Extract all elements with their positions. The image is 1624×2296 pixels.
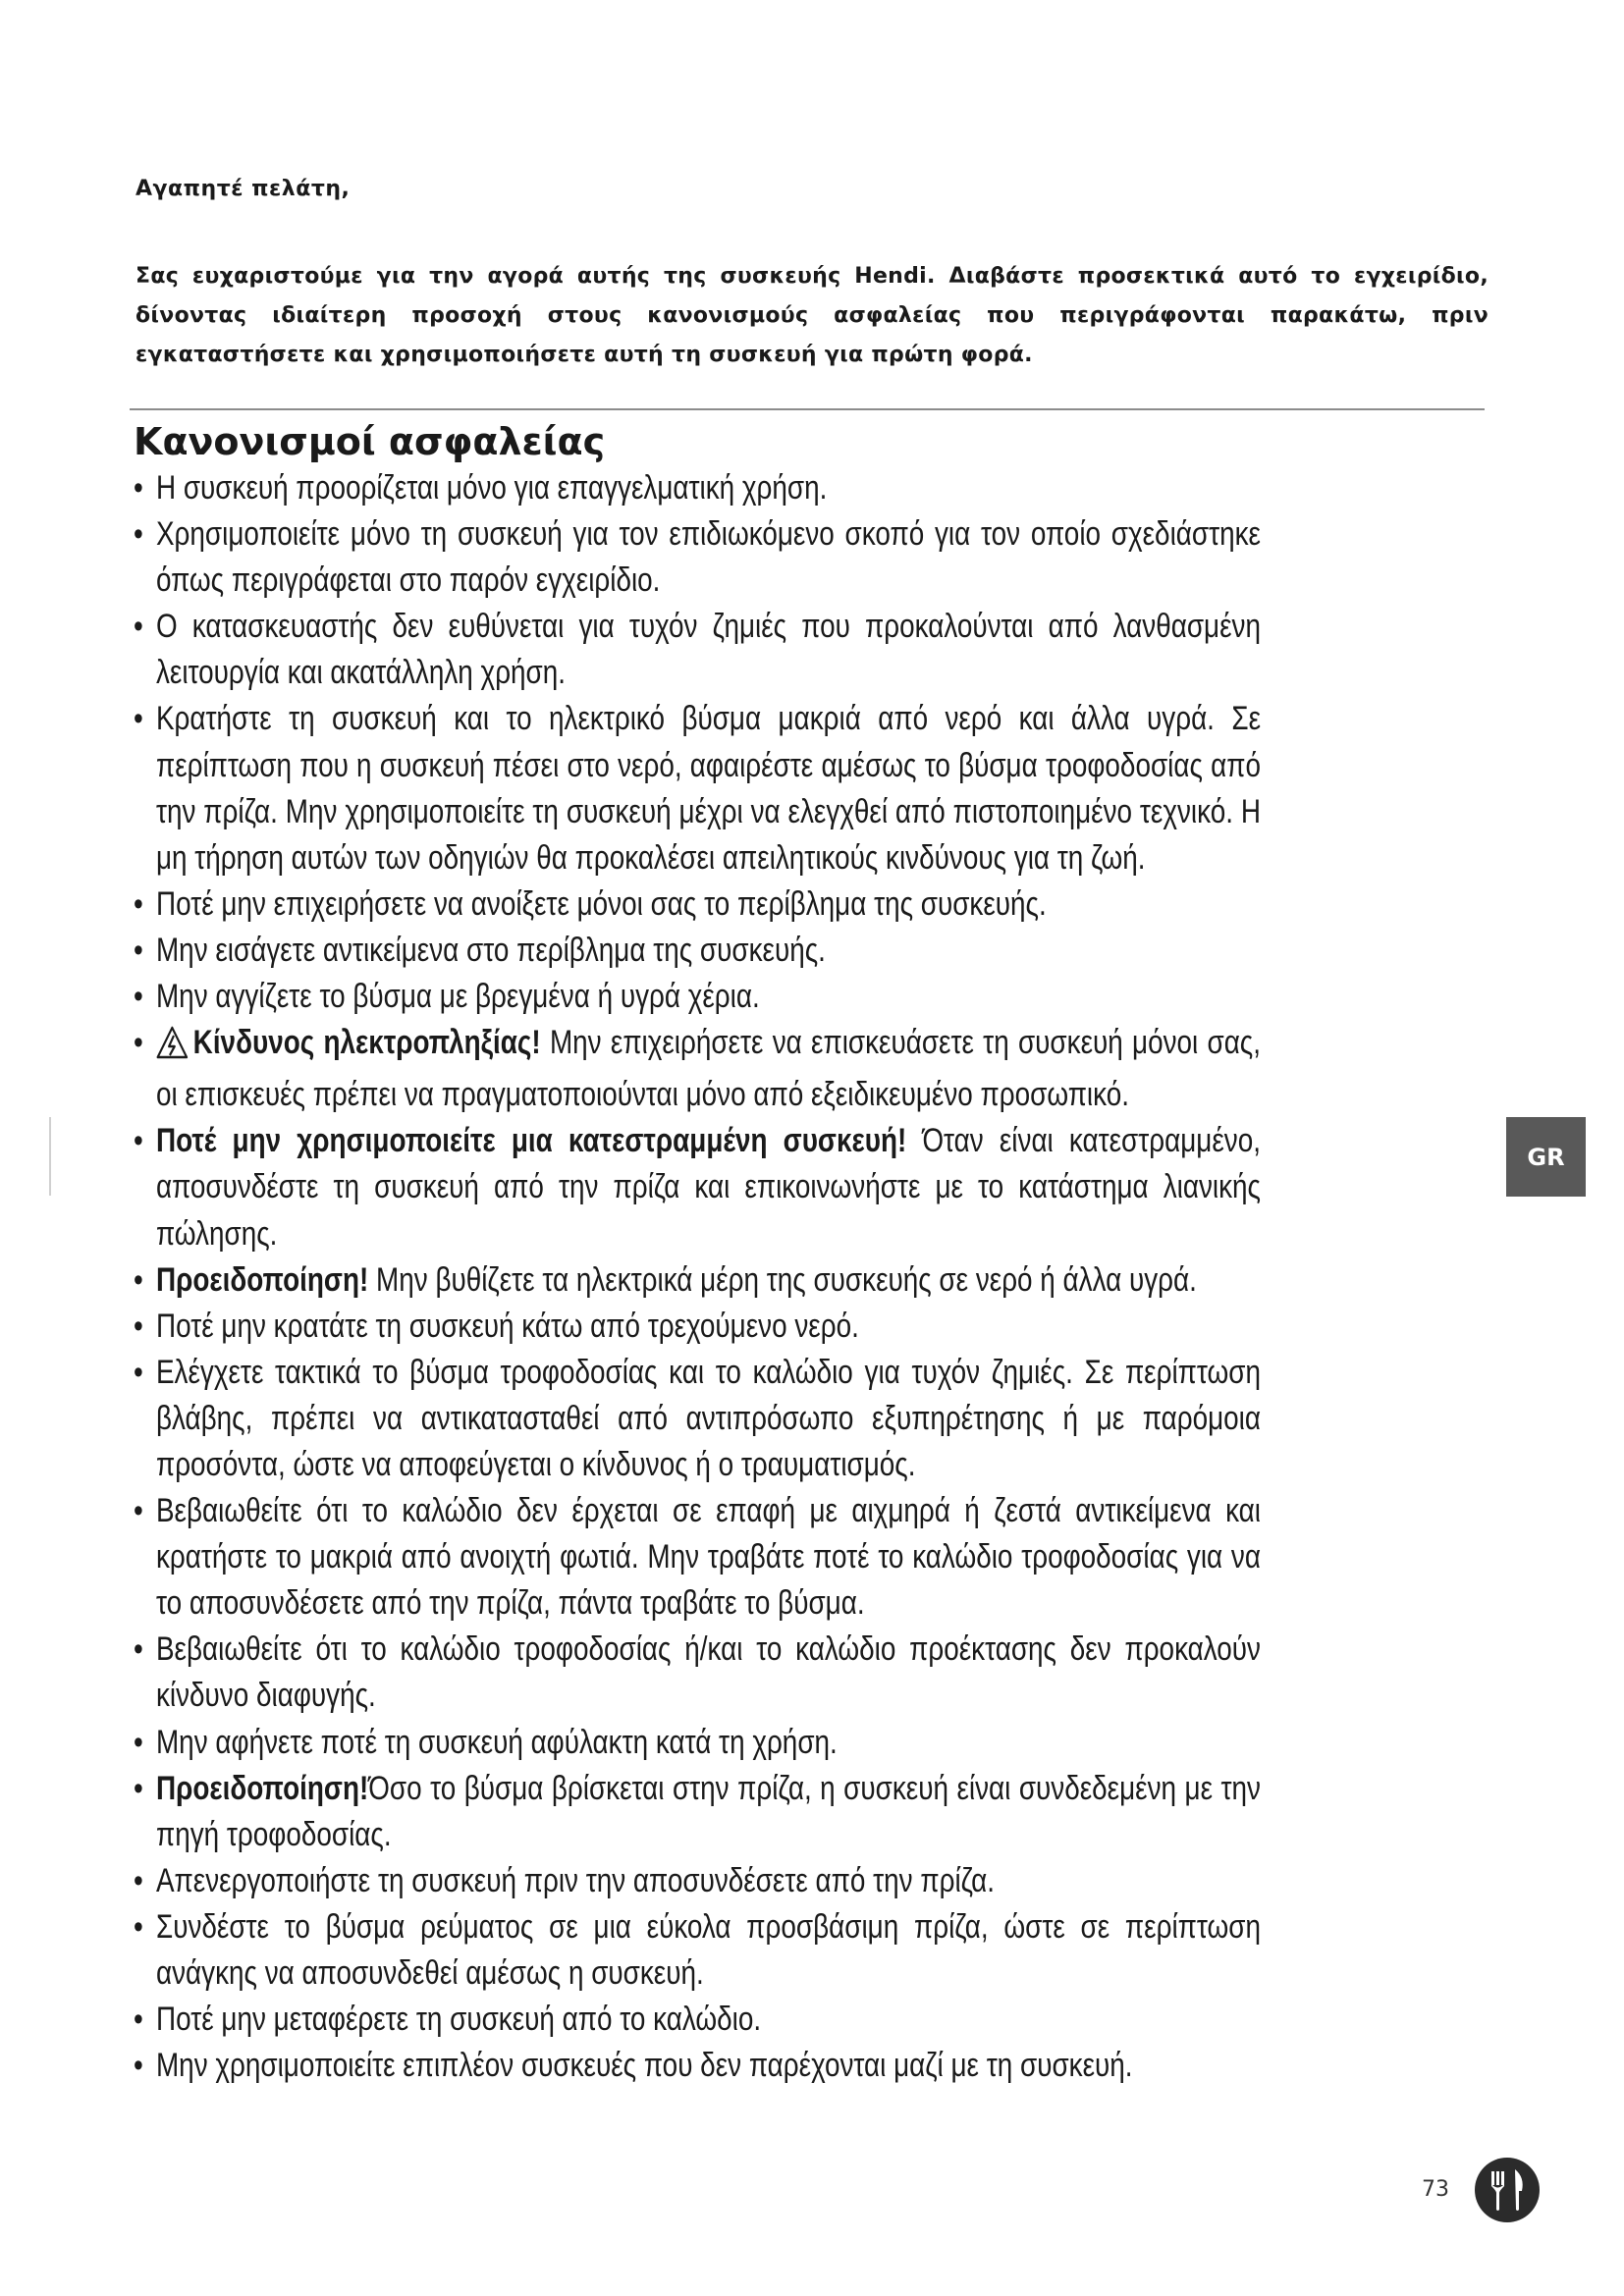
rule-item: • Ποτέ μην κρατάτε τη συσκευή κάτω από τρεχούμενο νερό. [134, 1304, 1261, 1350]
section-heading: Κανονισμοί ασφαλείας [134, 420, 606, 463]
rule-item: • Μην αγγίζετε το βύσμα με βρεγμένα ή υγρά χέρια. [134, 974, 1261, 1020]
rule-item: • Προειδοποίηση!Όσο το βύσμα βρίσκεται στην πρίζα, η συσκευή είναι συνδεδεμένη με την πηγή τροφοδοσίας. [134, 1766, 1261, 1858]
page-number: 73 [1422, 2177, 1449, 2202]
rule-item: • Ο κατασκευαστής δεν ευθύνεται για τυχόν ζημιές που προκαλούνται από λανθασμένη λειτουργία και ακατάλληλη χρήση. [134, 604, 1261, 696]
rule-item: • Η συσκευή προορίζεται μόνο για επαγγελματική χρήση. [134, 465, 1261, 511]
rule-item: • Βεβαιωθείτε ότι το καλώδιο τροφοδοσίας ή/και το καλώδιο προέκτασης δεν προκαλούν κίνδυνο διαφυγής. [134, 1627, 1261, 1719]
rule-item: • Προειδοποίηση! Μην βυθίζετε τα ηλεκτρικά μέρη της συσκευής σε νερό ή άλλα υγρά. [134, 1257, 1261, 1304]
rule-item: • Κίνδυνος ηλεκτροπληξίας! Μην επιχειρήσετε να επισκευάσετε τη συσκευή μόνοι σας, οι επισκευές πρέπει να πραγματοποιούνται μόνο από εξειδικευμένο προσωπικό. [134, 1020, 1261, 1118]
rule-item: • Συνδέστε το βύσμα ρεύματος σε μια εύκολα προσβάσιμη πρίζα, ώστε σε περίπτωση ανάγκης να αποσυνδεθεί αμέσως η συσκευή. [134, 1904, 1261, 1997]
language-tab: GR [1506, 1117, 1586, 1197]
rule-item: • Κρατήστε τη συσκευή και το ηλεκτρικό βύσμα μακριά από νερό και άλλα υγρά. Σε περίπτωση που η συσκευή πέσει στο νερό, αφαιρέστε αμέσως το βύσμα τροφοδοσίας από την πρίζα. Μην χρησιμοποιείτε τη συσκευή μέχρι να ελεγχθεί από πιστοποιημένο τεχνικό. Η μη τήρηση αυτών των οδηγιών θα προκαλέσει απειλητικούς κινδύνους για τη ζωή. [134, 696, 1261, 881]
rule-item: • Ποτέ μην επιχειρήσετε να ανοίξετε μόνοι σας το περίβλημα της συσκευής. [134, 881, 1261, 928]
rule-item: • Χρησιμοποιείτε μόνο τη συσκευή για τον επιδιωκόμενο σκοπό για τον οποίο σχεδιάστηκε όπως περιγράφεται στο παρόν εγχειρίδιο. [134, 511, 1261, 604]
rule-item: • Ελέγχετε τακτικά το βύσμα τροφοδοσίας και το καλώδιο για τυχόν ζημιές. Σε περίπτωση βλάβης, πρέπει να αντικατασταθεί από αντιπρόσωπο εξυπηρέτησης ή με παρόμοια προσόντα, ώστε να αποφεύγεται ο κίνδυνος ή ο τραυματισμός. [134, 1350, 1261, 1488]
rule-item: • Ποτέ μην χρησιμοποιείτε μια κατεστραμμένη συσκευή! Όταν είναι κατεστραμμένο, αποσυνδέστε τη συσκευή από την πρίζα και επικοινωνήστε με το κατάστημα λιανικής πώλησης. [134, 1118, 1261, 1256]
rule-item: • Μην αφήνετε ποτέ τη συσκευή αφύλακτη κατά τη χρήση. [134, 1720, 1261, 1766]
electric-shock-warning-icon [156, 1026, 189, 1072]
safety-rules-list [134, 465, 1261, 2089]
margin-mark [49, 1117, 51, 1196]
cutlery-icon [1473, 2156, 1542, 2224]
rule-item: • Βεβαιωθείτε ότι το καλώδιο δεν έρχεται σε επαφή με αιχμηρά ή ζεστά αντικείμενα και κρατήστε το μακριά από ανοιχτή φωτιά. Μην τραβάτε ποτέ το καλώδιο τροφοδοσίας για να το αποσυνδέσετε από την πρίζα, πάντα τραβάτε το βύσμα. [134, 1488, 1261, 1627]
intro-paragraph: Σας ευχαριστούμε για την αγορά αυτής της συσκευής Hendi. Διαβάστε προσεκτικά αυτό το εγχειρίδιο, δίνοντας ιδιαίτερη προσοχή στους κανονισμούς ασφαλείας που περιγράφονται παρακάτω, πριν εγκαταστήσετε και χρησιμοποιήσετε αυτή τη συσκευή για πρώτη φορά. [135, 264, 1489, 367]
divider [130, 408, 1485, 410]
rule-item: • Απενεργοποιήστε τη συσκευή πριν την αποσυνδέσετε από την πρίζα. [134, 1858, 1261, 1904]
rule-item: • Μην εισάγετε αντικείμενα στο περίβλημα της συσκευής. [134, 928, 1261, 974]
rule-item: • Μην χρησιμοποιείτε επιπλέον συσκευές που δεν παρέχονται μαζί με τη συσκευή. [134, 2043, 1261, 2089]
rule-item: • Ποτέ μην μεταφέρετε τη συσκευή από το καλώδιο. [134, 1997, 1261, 2043]
greeting: Αγαπητέ πελάτη, [135, 177, 351, 201]
